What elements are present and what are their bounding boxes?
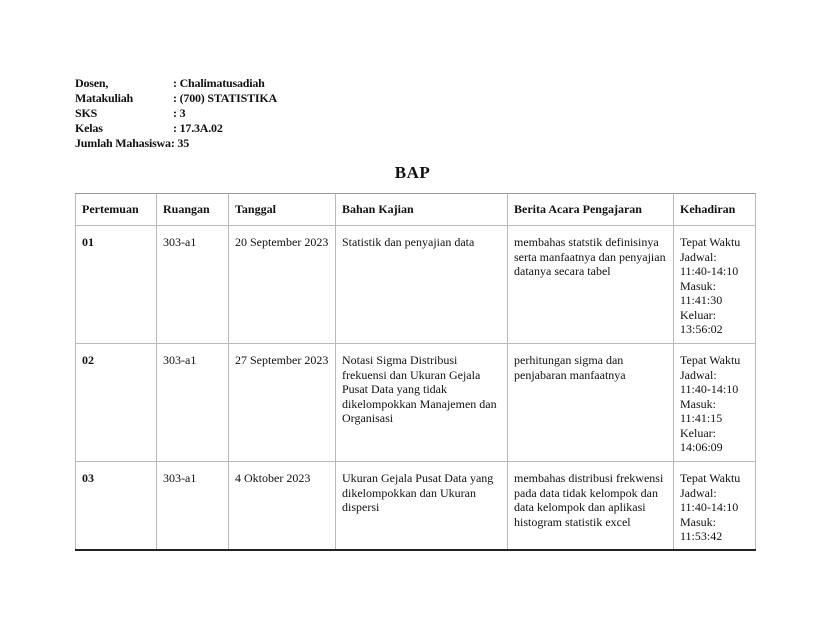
kehadiran-masuk-label: Masuk: [680,396,716,411]
kehadiran-status: Tepat Waktu [680,353,741,367]
cell-ruangan: 303-a1 [157,344,229,462]
kehadiran-keluar-value: 14:06:09 [680,440,723,454]
jumlah-label: Jumlah Mahasiswa [75,136,171,150]
cell-tanggal: 4 Oktober 2023 [229,462,336,551]
kehadiran-masuk-label: Masuk: [680,514,716,529]
kehadiran-jadwal-value: 11:40-14:10 [680,500,739,514]
kehadiran-jadwal-value: 11:40-14:10 [680,264,739,278]
kelas-label: Kelas [75,121,103,135]
cell-bahan-kajian: Notasi Sigma Distribusi frekuensi dan Ukuran Gejala Pusat Data yang tidak dikelompokkan Manajemen dan Organisasi [336,344,508,462]
jumlah-value: : 35 [170,136,190,150]
header-berita-acara: Berita Acara Pengajaran [508,194,674,226]
matakuliah-value: : (700) STATISTIKA [173,91,277,105]
jumlah-row [75,136,277,151]
cell-ruangan: 303-a1 [157,462,229,551]
kehadiran-masuk-value: 11:41:30 [680,293,723,307]
course-info [75,76,277,151]
kehadiran-masuk-value: 11:53:42 [680,529,723,543]
kelas-value: : 17.3A.02 [173,121,223,135]
cell-tanggal: 20 September 2023 [229,226,336,344]
cell-berita-acara: perhitungan sigma dan penjabaran manfaatnya [508,344,674,462]
header-ruangan: Ruangan [157,194,229,226]
kehadiran-jadwal-label: Jadwal: [680,485,717,500]
cell-pertemuan: 03 [76,462,157,551]
matakuliah-row [75,91,277,106]
cell-ruangan: 303-a1 [157,226,229,344]
bap-table [75,193,756,551]
cell-kehadiran [674,226,756,344]
dosen-value: : Chalimatusadiah [173,76,265,90]
dosen-row [75,76,277,91]
kehadiran-masuk-value: 11:41:15 [680,411,723,425]
matakuliah-label: Matakuliah [75,91,134,105]
dosen-label: Dosen, [75,76,109,90]
sks-label: SKS [75,106,98,120]
kehadiran-keluar-label: Keluar: [680,307,716,322]
header-pertemuan: Pertemuan [76,194,157,226]
header-kehadiran: Kehadiran [674,194,756,226]
cell-tanggal: 27 September 2023 [229,344,336,462]
kehadiran-status: Tepat Waktu [680,235,741,249]
kehadiran-masuk-label: Masuk: [680,278,716,293]
page-title: BAP [394,163,431,182]
cell-berita-acara: membahas statstik definisinya serta manfaatnya dan penyajian datanya secara tabel [508,226,674,344]
table-row [76,462,756,551]
table-header-row [76,194,756,226]
table-row [76,226,756,344]
kehadiran-keluar-label: Keluar: [680,425,716,440]
kehadiran-jadwal-label: Jadwal: [680,249,717,264]
cell-berita-acara: membahas distribusi frekwensi pada data tidak kelompok dan data kelompok dan aplikasi histogram statistik excel [508,462,674,551]
kehadiran-status: Tepat Waktu [680,471,741,485]
cell-pertemuan: 01 [76,226,157,344]
kehadiran-keluar-value: 13:56:02 [680,322,723,336]
cell-pertemuan: 02 [76,344,157,462]
sks-row [75,106,277,121]
cell-bahan-kajian: Statistik dan penyajian data [336,226,508,344]
kelas-row [75,121,277,136]
sks-value: : 3 [173,106,186,120]
table-row [76,344,756,462]
cell-kehadiran [674,462,756,551]
kehadiran-jadwal-value: 11:40-14:10 [680,382,739,396]
cell-bahan-kajian: Ukuran Gejala Pusat Data yang dikelompokkan dan Ukuran dispersi [336,462,508,551]
header-tanggal: Tanggal [229,194,336,226]
kehadiran-jadwal-label: Jadwal: [680,367,717,382]
cell-kehadiran [674,344,756,462]
header-bahan-kajian: Bahan Kajian [336,194,508,226]
